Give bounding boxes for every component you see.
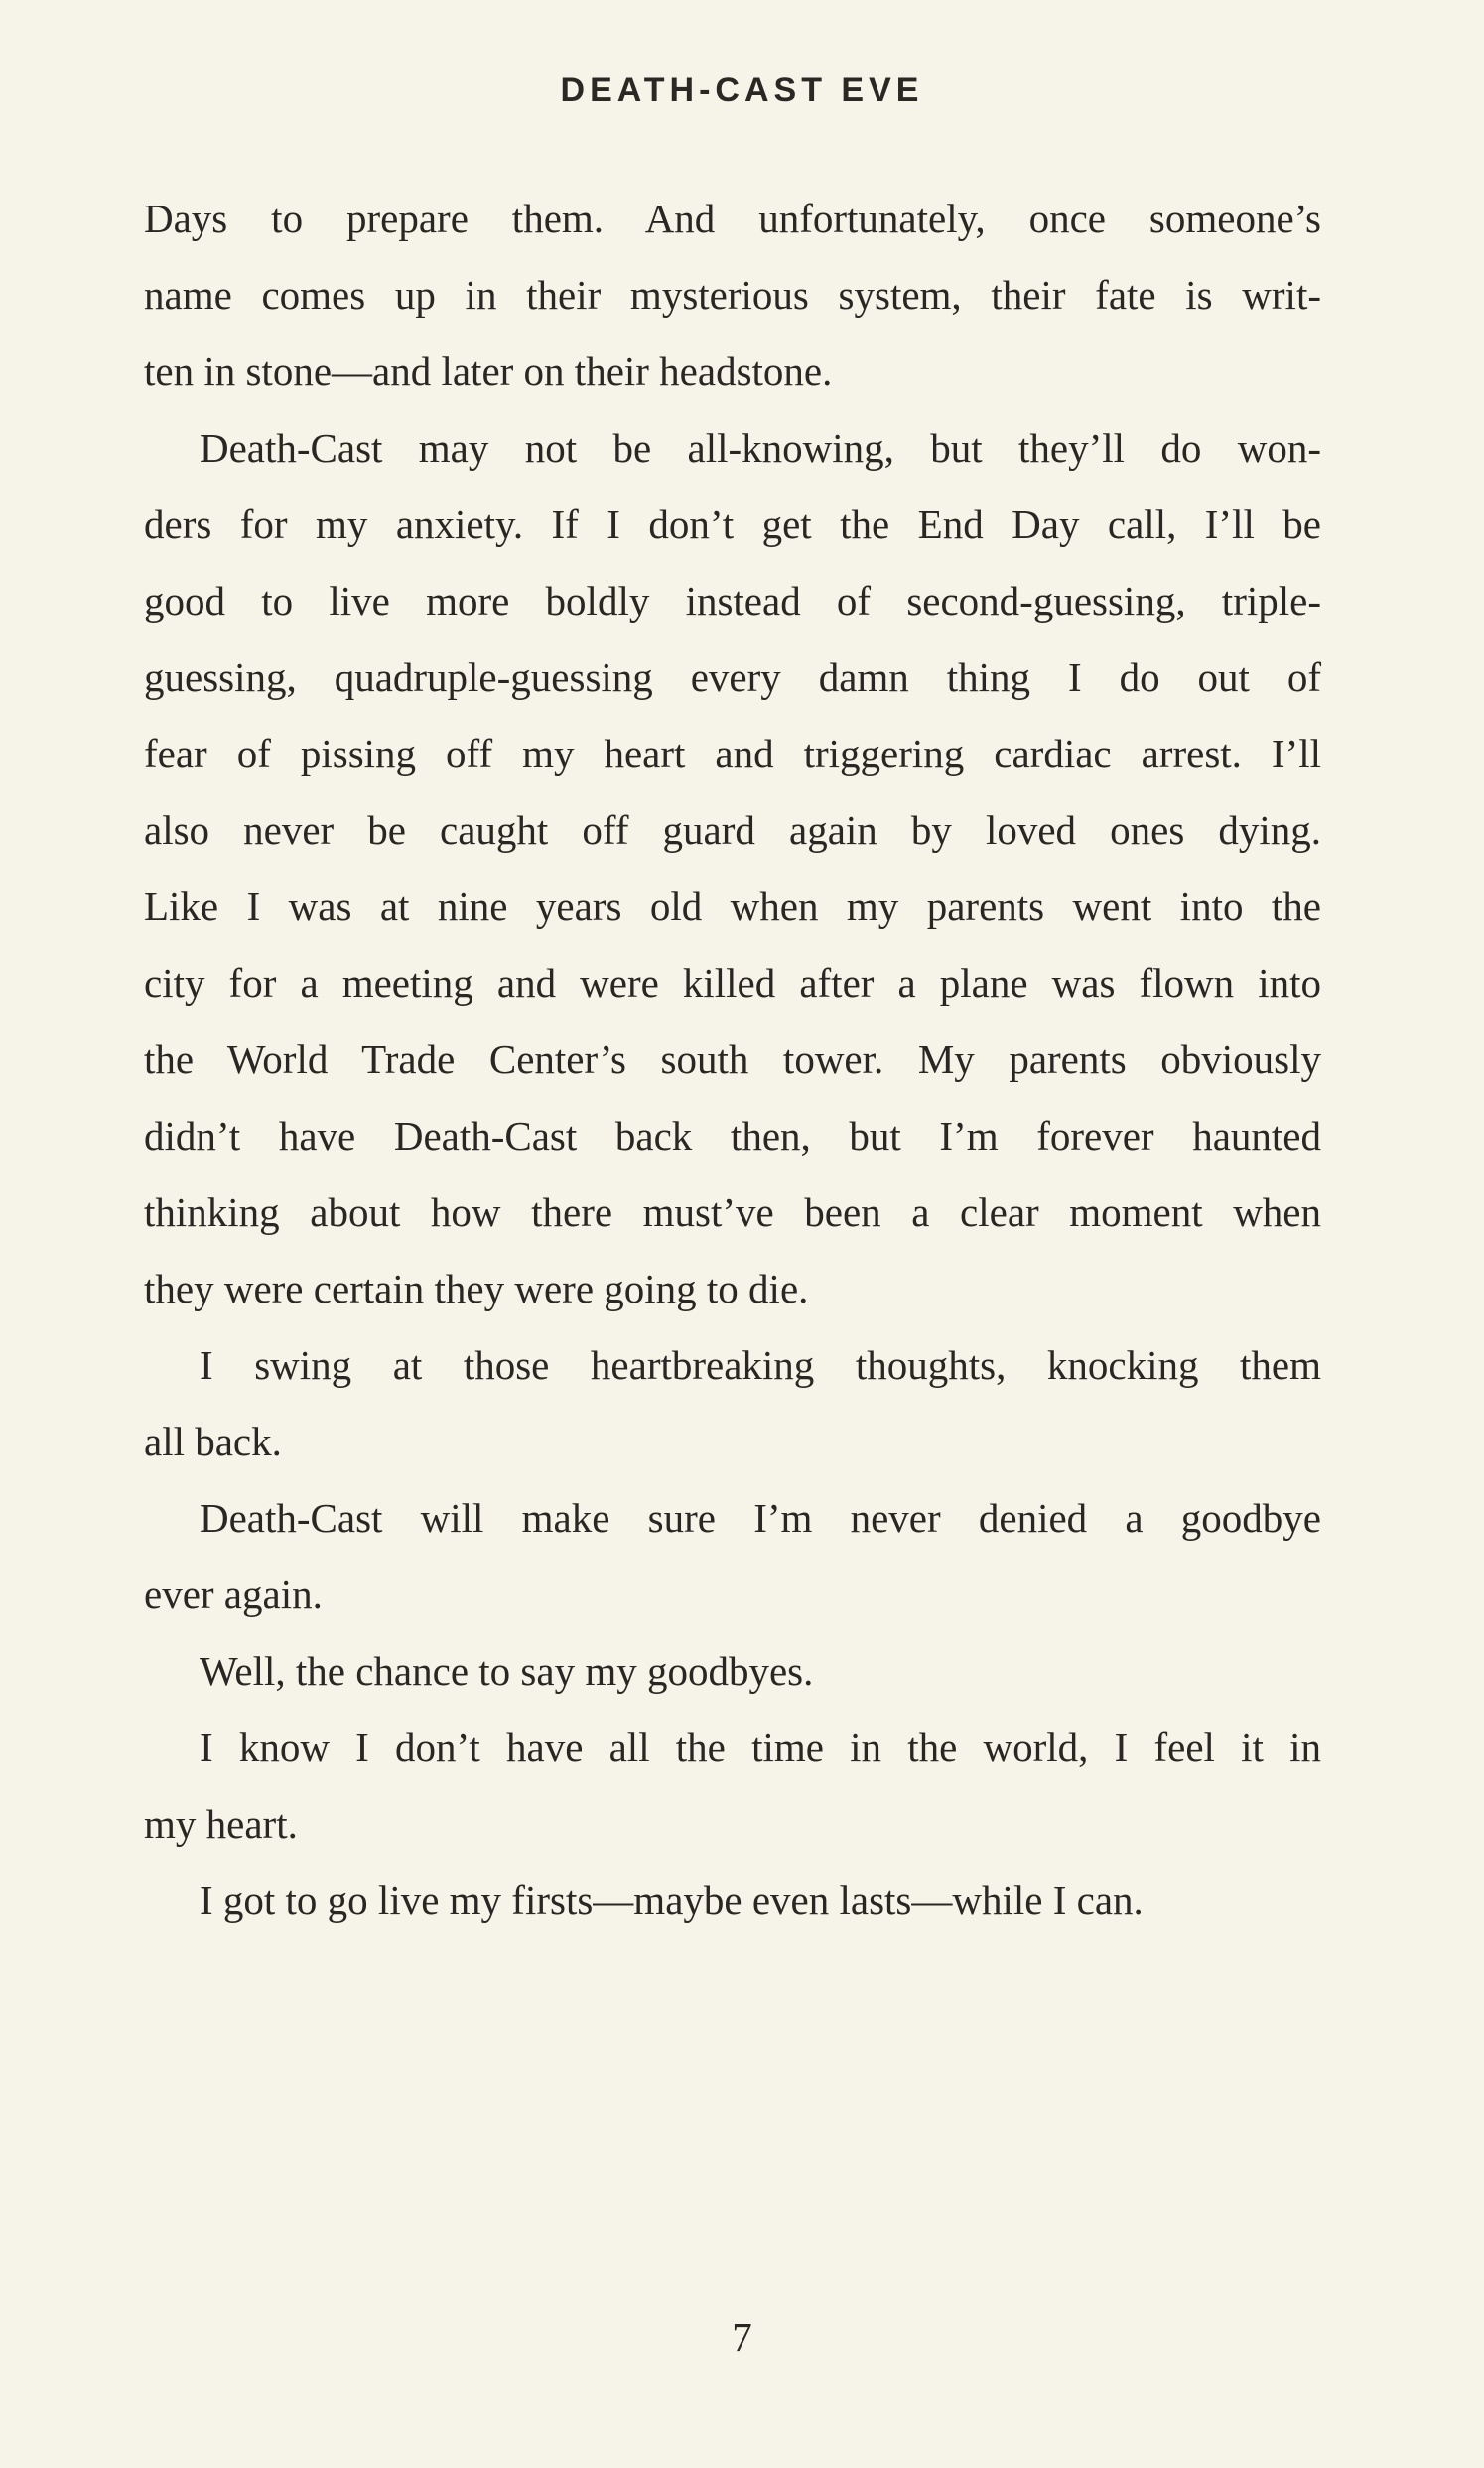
text-line: I swing at those heartbreaking thoughts, knocking them: [200, 1342, 1321, 1388]
text-line: name comes up in their mysterious system, their fate is writ-: [144, 272, 1321, 318]
text-line: guessing, quadruple-guessing every damn thing I do out of: [144, 654, 1321, 700]
page-number: 7: [732, 2314, 752, 2360]
text-line: my heart.: [144, 1801, 298, 1847]
text-line: I know I don’t have all the time in the world, I feel it in: [200, 1724, 1321, 1770]
text-line: Well, the chance to say my goodbyes.: [200, 1648, 814, 1694]
text-line: Like I was at nine years old when my parents went into the: [144, 884, 1321, 929]
body-text: [144, 181, 1321, 1939]
text-line: ders for my anxiety. If I don’t get the End Day call, I’ll be: [144, 501, 1321, 547]
text-line: ten in stone—and later on their headstone.: [144, 348, 833, 394]
text-line: all back.: [144, 1419, 282, 1464]
text-line: Death-Cast may not be all-knowing, but they’ll do won-: [200, 425, 1321, 471]
text-line: city for a meeting and were killed after a plane was flown into: [144, 960, 1321, 1006]
text-line: Death-Cast will make sure I’m never denied a goodbye: [200, 1495, 1321, 1541]
text-line: thinking about how there must’ve been a clear moment when: [144, 1189, 1321, 1235]
text-line: good to live more boldly instead of second-guessing, triple-: [144, 578, 1321, 623]
text-line: didn’t have Death-Cast back then, but I’m forever haunted: [144, 1113, 1321, 1159]
text-line: fear of pissing off my heart and triggering cardiac arrest. I’ll: [144, 731, 1321, 776]
text-line: I got to go live my firsts—maybe even lasts—while I can.: [200, 1877, 1144, 1923]
text-line: ever again.: [144, 1572, 323, 1617]
text-line: also never be caught off guard again by loved ones dying.: [144, 807, 1321, 853]
text-line: Days to prepare them. And unfortunately, once someone’s: [144, 196, 1321, 241]
text-line: they were certain they were going to die.: [144, 1266, 809, 1311]
text-line: the World Trade Center’s south tower. My parents obviously: [144, 1036, 1321, 1082]
running-head: DEATH-CAST EVE: [560, 71, 924, 109]
